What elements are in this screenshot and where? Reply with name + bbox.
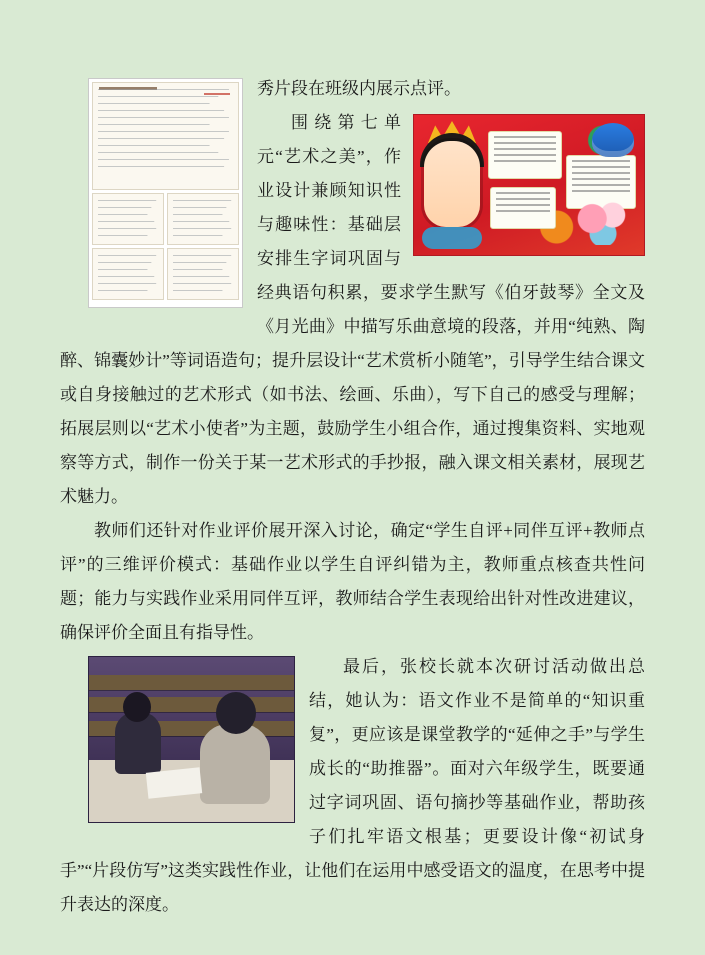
document-body: [60, 72, 645, 922]
homework-sheet-row-1: [92, 193, 239, 245]
poster-text-block-1: [488, 131, 562, 179]
paragraph-4: 最后，张校长就本次研讨活动做出总结，她认为：语文作业不是简单的“知识重复”，更应该是课堂教学的“延伸之手”与学生成长的“助推器”。面对六年级学生，既要通过字词巩固、语句摘抄等基础作业，帮助孩子们扎牢语文根基；更要设计像“初试身手”“片段仿写”这类实践性作业，让他们在运用中感受语文的温度，在思考中提升表达的深度。: [60, 657, 645, 914]
homework-sheet-right-1: [167, 193, 239, 245]
poster-figure-face: [424, 141, 480, 227]
paragraph-2: 围绕第七单元“艺术之美”，作业设计兼顾知识性与趣味性：基础层安排生字词巩固与经典语句积累，要求学生默写《伯牙鼓琴》全文及《月光曲》中描写乐曲意境的段落，并用“纯熟、陶醉、锦囊妙计”等词语造句；提升层设计“艺术赏析小随笔”，引导学生结合课文或自身接触过的艺术形式（如书法、绘画、乐曲），写下自己的感受与理解；拓展层则以“艺术小使者”为主题，鼓励学生小组合作，通过搜集资料、实地观察等方式，制作一份关于某一艺术形式的手抄报，融入课文相关素材，展现艺术魅力。: [60, 113, 645, 506]
poster-lion-icon: [592, 123, 634, 157]
handwriting-lines: [98, 255, 158, 295]
homework-sheet-top: [92, 82, 239, 190]
handwriting-lines: [173, 255, 233, 295]
paragraph-3: 教师们还针对作业评价展开深入讨论，确定“学生自评+同伴互评+教师点评”的三维评价模式：基础作业以学生自评纠错为主，教师重点核查共性问题；能力与实践作业采用同伴互评，教师结合学生表现给出针对性改进建议，确保评价全面且有指导性。: [60, 521, 645, 642]
teacher-discussion-photo: [88, 656, 295, 823]
handwriting-lines: [98, 89, 233, 185]
paragraph-1: 秀片段在班级内展示点评。: [257, 79, 461, 98]
poster-flower-decoration: [576, 201, 630, 245]
auditorium-desk-row: [89, 697, 294, 712]
homework-sheet-left-1: [92, 193, 164, 245]
art-handwritten-newspaper-photo: [413, 114, 645, 256]
poster-text-block-3: [490, 187, 556, 229]
teacher-head-left: [123, 692, 151, 722]
homework-sheet-right-2: [167, 248, 239, 300]
poster-cloud-decoration: [422, 227, 482, 249]
teacher-head-right: [216, 692, 256, 734]
handwriting-homework-photo: [88, 78, 243, 308]
handwriting-lines: [173, 200, 233, 240]
homework-sheet-row-2: [92, 248, 239, 300]
homework-sheet-left-2: [92, 248, 164, 300]
auditorium-desk-row: [89, 675, 294, 690]
handwriting-lines: [98, 200, 158, 240]
teacher-figure-right: [200, 724, 270, 804]
